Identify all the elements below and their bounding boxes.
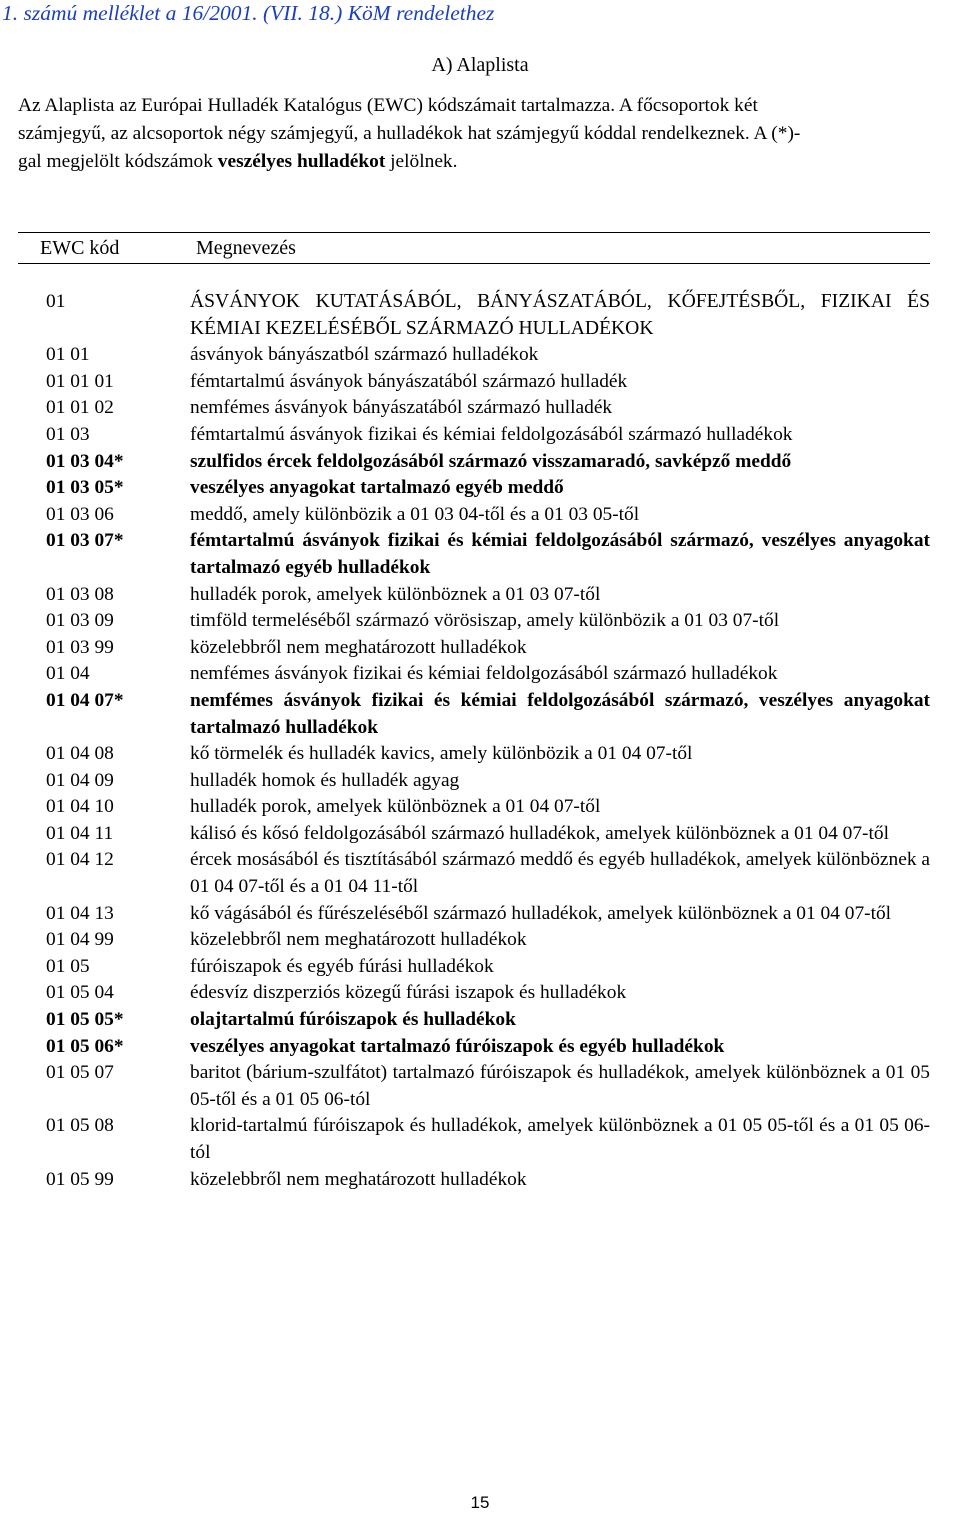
ewc-code: 01 05 04 — [46, 982, 114, 1004]
ewc-code: 01 04 13 — [46, 902, 114, 924]
ewc-code: 01 04 99 — [46, 929, 114, 951]
waste-name: meddő, amely különbözik a 01 03 04-től és a 01 03 05-től — [190, 503, 640, 525]
table-row — [18, 794, 930, 821]
table-row — [18, 449, 930, 476]
table-row — [18, 582, 930, 609]
waste-name: hulladék porok, amelyek különböznek a 01 04 07-től — [190, 796, 601, 818]
table-row — [18, 342, 930, 369]
header-code: EWC kód — [40, 237, 120, 259]
ewc-code: 01 04 11 — [46, 822, 114, 844]
table-header — [18, 232, 930, 264]
table-row — [18, 1167, 930, 1194]
waste-name: fémtartalmú ásványok fizikai és kémiai feldolgozásából származó, veszélyes anyagokat tartalmazó egyéb hulladékok — [190, 530, 930, 578]
page-number: 15 — [470, 1493, 490, 1512]
ewc-code: 01 01 — [46, 344, 90, 366]
table-row — [18, 954, 930, 981]
table-row — [18, 289, 930, 342]
ewc-code: 01 — [46, 291, 66, 312]
table-row — [18, 927, 930, 954]
waste-name: klorid-tartalmú fúróiszapok és hulladékok, amelyek különböznek a 01 05 05-től és a 01 05 06-tól — [190, 1115, 930, 1163]
ewc-code: 01 05 05* — [46, 1009, 124, 1031]
waste-name: hulladék porok, amelyek különböznek a 01 03 07-től — [190, 583, 601, 605]
table-row — [18, 475, 930, 502]
table-row — [18, 901, 930, 928]
waste-name: veszélyes anyagokat tartalmazó egyéb meddő — [190, 477, 564, 499]
ewc-code: 01 04 07* — [46, 689, 124, 711]
section-title — [0, 52, 960, 78]
ewc-code: 01 04 09 — [46, 769, 114, 791]
ewc-code: 01 04 — [46, 663, 90, 685]
waste-name: nemfémes ásványok bányászatából származó hulladék — [190, 397, 613, 419]
table-row — [18, 635, 930, 662]
waste-name: ÁSVÁNYOK KUTATÁSÁBÓL, BÁNYÁSZATÁBÓL, KŐFEJTÉSBŐL, FIZIKAI ÉS KÉMIAI KEZELÉSÉBŐL SZÁRMAZÓ HULLADÉKOK — [190, 291, 930, 339]
waste-name: közelebbről nem meghatározott hulladékok — [190, 929, 527, 951]
table-row — [18, 395, 930, 422]
table-row — [18, 422, 930, 449]
table-row — [18, 369, 930, 396]
ewc-code: 01 01 02 — [46, 397, 114, 419]
waste-name: fúróiszapok és egyéb fúrási hulladékok — [190, 955, 494, 977]
table-row — [18, 768, 930, 795]
waste-name: baritot (bárium-szulfátot) tartalmazó fúróiszapok és hulladékok, amelyek különböznek a 01 05 05-től és a 01 05 06-tól — [190, 1062, 930, 1110]
table-body — [18, 289, 930, 1193]
ewc-code: 01 03 08 — [46, 583, 114, 605]
intro-line-3-suffix: jelölnek. — [385, 151, 458, 172]
intro-hazardous-emphasis: veszélyes hulladékot — [217, 151, 386, 172]
intro-line-3-prefix: gal megjelölt kódszámok — [18, 151, 218, 172]
section-title-text: A) Alaplista — [431, 54, 529, 76]
waste-name: nemfémes ásványok fizikai és kémiai feldolgozásából származó, veszélyes anyagokat tartalmazó hulladékok — [190, 689, 930, 738]
waste-name: olajtartalmú fúróiszapok és hulladékok — [190, 1009, 516, 1031]
ewc-code: 01 05 — [46, 955, 90, 977]
ewc-code: 01 05 06* — [46, 1035, 124, 1057]
intro-line-2: számjegyű, az alcsoportok négy számjegyű, a hulladékok hat számjegyű kóddal rendelkeznek. A (*)- — [18, 123, 801, 144]
annex-header-title: 1. számú melléklet a 16/2001. (VII. 18.) KöM rendelethez — [2, 1, 495, 25]
table-row — [18, 502, 930, 529]
waste-name: nemfémes ásványok fizikai és kémiai feldolgozásából származó hulladékok — [190, 663, 778, 685]
ewc-code: 01 03 09 — [46, 610, 114, 632]
waste-name: édesvíz diszperziós közegű fúrási iszapok és hulladékok — [190, 982, 627, 1004]
waste-name: szulfidos ércek feldolgozásából származó visszamaradó, savképző meddő — [190, 450, 792, 472]
ewc-code: 01 04 10 — [46, 796, 114, 818]
table-row — [18, 1034, 930, 1061]
ewc-code: 01 03 05* — [46, 477, 124, 499]
waste-name: közelebbről nem meghatározott hulladékok — [190, 636, 527, 658]
table-row — [18, 847, 930, 900]
waste-name: fémtartalmú ásványok fizikai és kémiai feldolgozásából származó hulladékok — [190, 423, 793, 445]
waste-name: kő törmelék és hulladék kavics, amely különbözik a 01 04 07-től — [190, 743, 693, 765]
intro-line-3 — [18, 148, 933, 176]
intro-line-1: Az Alaplista az Európai Hulladék Katalógus (EWC) kódszámait tartalmazza. A főcsoportok két — [18, 95, 758, 116]
table-row — [18, 741, 930, 768]
waste-name: fémtartalmú ásványok bányászatából származó hulladék — [190, 370, 628, 392]
table-row — [18, 980, 930, 1007]
ewc-code: 01 03 06 — [46, 503, 114, 525]
waste-name: veszélyes anyagokat tartalmazó fúróiszapok és egyéb hulladékok — [190, 1035, 725, 1057]
table-row — [18, 661, 930, 688]
ewc-code: 01 04 12 — [46, 849, 114, 871]
table-row — [18, 688, 930, 741]
ewc-code-table — [18, 232, 930, 1193]
header-name: Megnevezés — [196, 237, 296, 259]
table-row — [18, 1113, 930, 1166]
ewc-code: 01 03 — [46, 423, 90, 445]
ewc-code: 01 03 04* — [46, 450, 124, 472]
ewc-code: 01 05 07 — [46, 1062, 114, 1084]
waste-name: közelebbről nem meghatározott hulladékok — [190, 1168, 527, 1190]
ewc-code: 01 04 08 — [46, 743, 114, 765]
waste-name: ércek mosásából és tisztításából származó meddő és egyéb hulladékok, amelyek különböznek a 01 04 07-től és a 01 04 11-től — [190, 849, 930, 898]
waste-name: kálisó és kősó feldolgozásából származó hulladékok, amelyek különböznek a 01 04 07-től — [190, 822, 889, 844]
table-row — [18, 608, 930, 635]
ewc-code: 01 01 01 — [46, 370, 114, 392]
ewc-code: 01 05 99 — [46, 1168, 114, 1190]
waste-name: kő vágásából és fűrészeléséből származó hulladékok, amelyek különböznek a 01 04 07-től — [190, 902, 892, 924]
ewc-code: 01 03 07* — [46, 530, 124, 552]
table-row — [18, 528, 930, 581]
waste-name: timföld termeléséből származó vörösiszap, amely különbözik a 01 03 07-től — [190, 610, 780, 632]
table-row — [18, 1060, 930, 1113]
ewc-code: 01 03 99 — [46, 636, 114, 658]
intro-paragraph — [18, 92, 933, 176]
table-row — [18, 1007, 930, 1034]
ewc-code: 01 05 08 — [46, 1115, 114, 1137]
waste-name: hulladék homok és hulladék agyag — [190, 769, 460, 791]
table-row — [18, 821, 930, 848]
waste-name: ásványok bányászatból származó hulladékok — [190, 344, 539, 366]
